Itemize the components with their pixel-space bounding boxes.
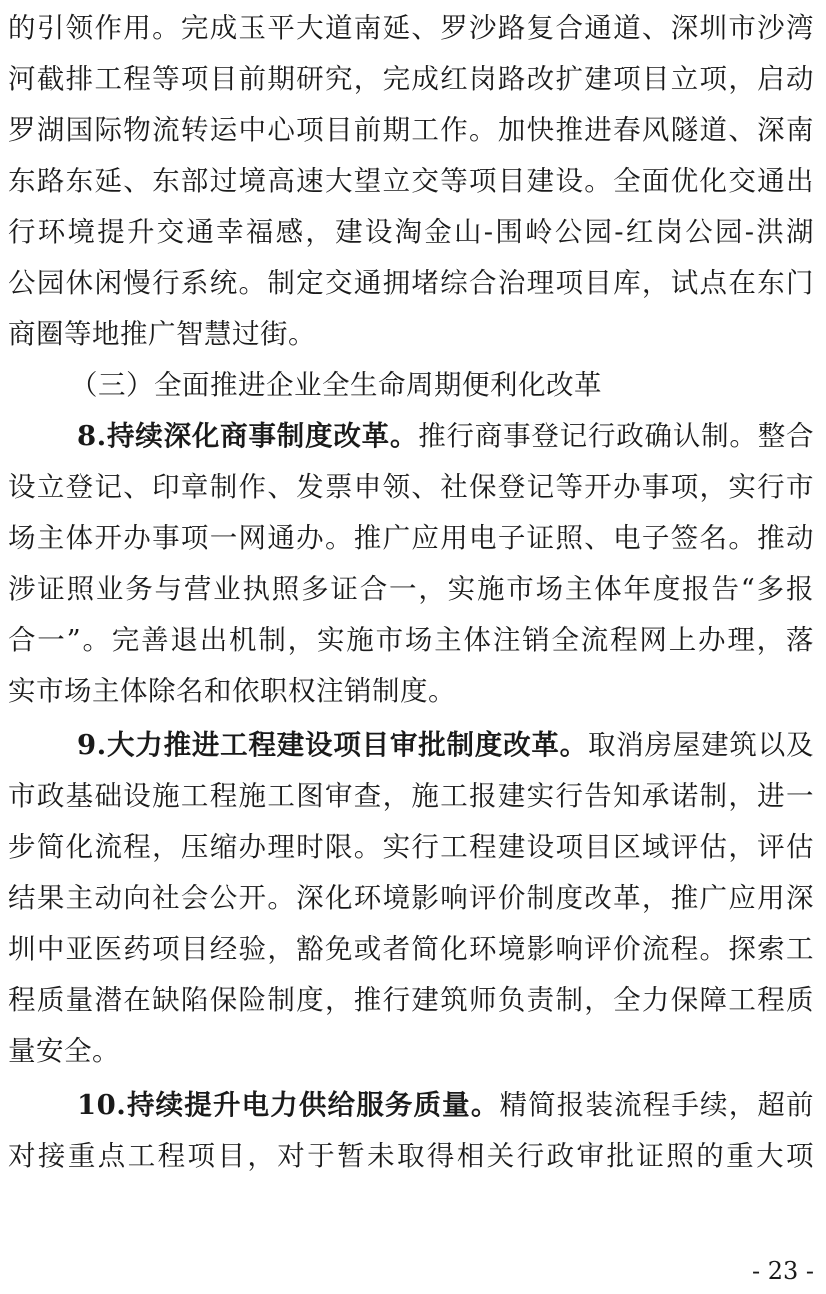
item-9-title: 9.大力推进工程建设项目审批制度改革。: [77, 729, 588, 761]
paragraph-line: 场主体开办事项一网通办。推广应用电子证照、电子签名。推动: [8, 522, 814, 554]
paragraph-line: 结果主动向社会公开。深化环境影响评价制度改革，推广应用深: [8, 882, 814, 914]
paragraph-line: 的引领作用。完成玉平大道南延、罗沙路复合通道、深圳市沙湾: [8, 12, 814, 44]
section-heading: （三）全面推进企业全生命周期便利化改革: [70, 369, 602, 401]
item-9-text: 取消房屋建筑以及: [587, 729, 814, 761]
paragraph-line: 合一”。完善退出机制，实施市场主体注销全流程网上办理，落: [8, 624, 814, 656]
paragraph-line: 实市场主体除名和依职权注销制度。: [8, 675, 456, 707]
paragraph-line: 东路东延、东部过境高速大望立交等项目建设。全面优化交通出: [8, 165, 814, 197]
item-10-text: 精简报装流程手续，超前: [499, 1089, 815, 1121]
paragraph-line: 步简化流程，压缩办理时限。实行工程建设项目区域评估，评估: [8, 831, 814, 863]
paragraph-line: 商圈等地推广智慧过街。: [8, 318, 316, 350]
paragraph-line: 设立登记、印章制作、发票申领、社保登记等开办事项，实行市: [8, 471, 814, 503]
paragraph-line: 程质量潜在缺陷保险制度，推行建筑师负责制，全力保障工程质: [8, 984, 814, 1016]
item-8-text: 推行商事登记行政确认制。整合: [418, 420, 814, 452]
paragraph-line: 圳中亚医药项目经验，豁免或者简化环境影响评价流程。探索工: [8, 933, 814, 965]
paragraph-line: 行环境提升交通幸福感，建设淘金山-围岭公园-红岗公园-洪湖: [8, 216, 814, 248]
item-8-first-line: [77, 413, 814, 459]
paragraph-line: 公园休闲慢行系统。制定交通拥堵综合治理项目库，试点在东门: [8, 267, 814, 299]
item-8-title: 8.持续深化商事制度改革。: [77, 420, 419, 452]
item-10-first-line: [77, 1082, 814, 1128]
paragraph-line: 罗湖国际物流转运中心项目前期工作。加快推进春风隧道、深南: [8, 114, 814, 146]
paragraph-line: 河截排工程等项目前期研究，完成红岗路改扩建项目立项，启动: [8, 63, 814, 95]
page-number: - 23 -: [751, 1257, 814, 1285]
paragraph-line: 对接重点工程项目，对于暂未取得相关行政审批证照的重大项: [8, 1140, 814, 1172]
paragraph-line: 涉证照业务与营业执照多证合一，实施市场主体年度报告“多报: [8, 573, 814, 605]
paragraph-line: 量安全。: [8, 1035, 120, 1067]
item-9-first-line: [77, 722, 814, 768]
paragraph-line: 市政基础设施工程施工图审查，施工报建实行告知承诺制，进一: [8, 780, 814, 812]
item-10-title: 10.持续提升电力供给服务质量。: [77, 1089, 500, 1121]
